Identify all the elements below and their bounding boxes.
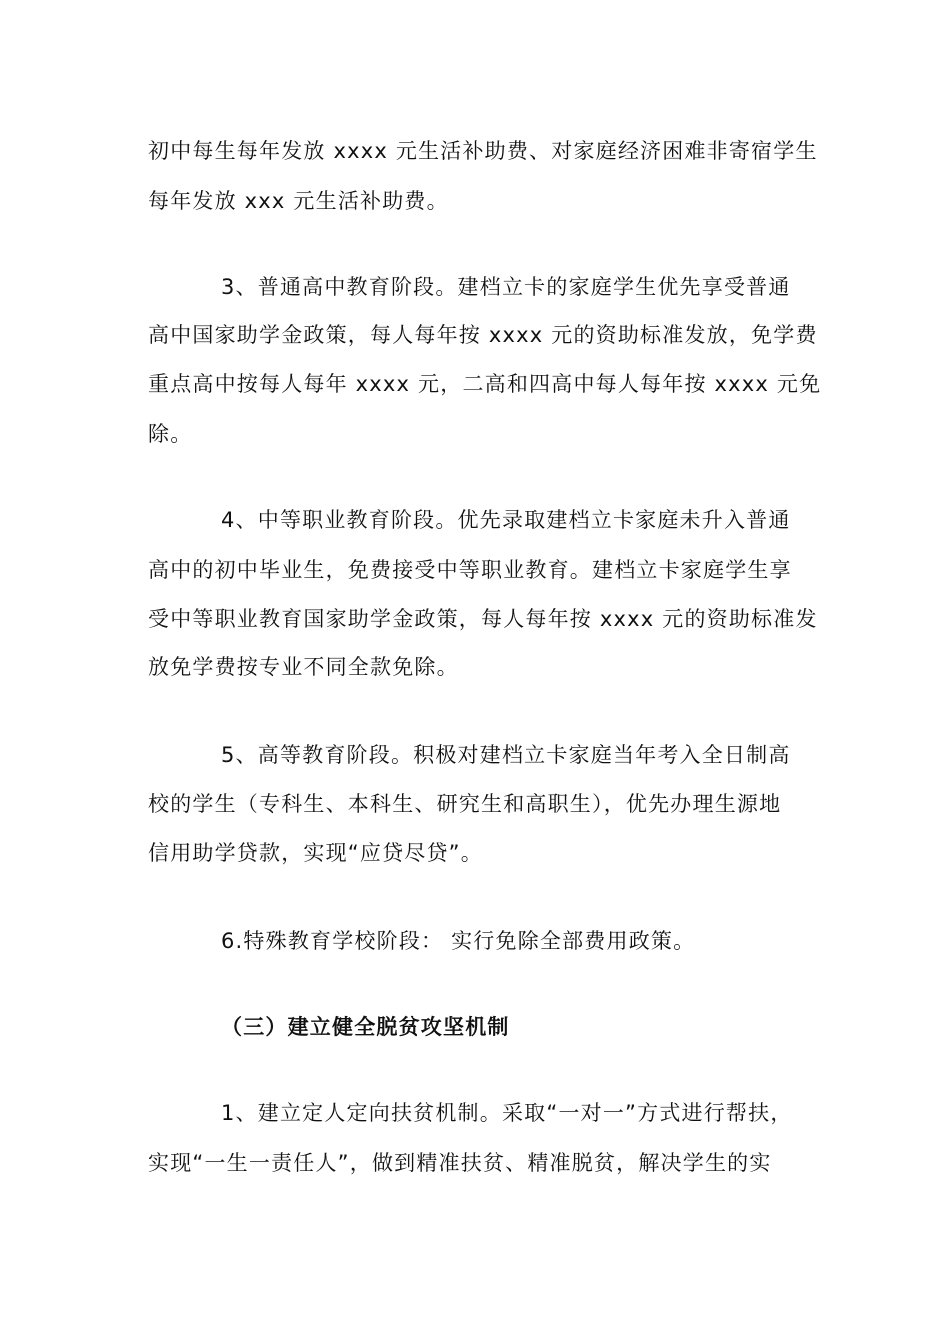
paragraph-line: 初中每生每年发放 xxxx 元生活补助费、对家庭经济困难非寄宿学生 — [148, 139, 818, 163]
paragraph-line: 校的学生（专科生、本科生、研究生和高职生），优先办理生源地 — [148, 792, 782, 816]
section-heading: （三）建立健全脱贫攻坚机制 — [221, 1015, 510, 1039]
paragraph-line: 6.特殊教育学校阶段： 实行免除全部费用政策。 — [221, 929, 696, 953]
paragraph-line: 5、高等教育阶段。积极对建档立卡家庭当年考入全日制高 — [221, 743, 791, 767]
paragraph-line: 受中等职业教育国家助学金政策，每人每年按 xxxx 元的资助标准发 — [148, 607, 818, 631]
paragraph-line: 1、建立定人定向扶贫机制。采取“一对一”方式进行帮扶， — [221, 1101, 793, 1125]
paragraph-line: 放免学费按专业不同全款免除。 — [148, 655, 459, 679]
paragraph-line: 重点高中按每人每年 xxxx 元，二高和四高中每人每年按 xxxx 元免 — [148, 372, 822, 396]
paragraph-line: 高中的初中毕业生，免费接受中等职业教育。建档立卡家庭学生享 — [148, 558, 792, 582]
paragraph-line: 3、普通高中教育阶段。建档立卡的家庭学生优先享受普通 — [221, 275, 791, 299]
paragraph-line: 实现“一生一责任人”，做到精准扶贫、精准脱贫，解决学生的实 — [148, 1151, 772, 1175]
paragraph-line: 高中国家助学金政策，每人每年按 xxxx 元的资助标准发放，免学费 — [148, 323, 818, 347]
paragraph-line: 除。 — [148, 422, 193, 446]
paragraph-line: 4、中等职业教育阶段。优先录取建档立卡家庭未升入普通 — [221, 508, 791, 532]
paragraph-line: 每年发放 xxx 元生活补助费。 — [148, 189, 449, 213]
paragraph-line: 信用助学贷款，实现“应贷尽贷”。 — [148, 841, 483, 865]
